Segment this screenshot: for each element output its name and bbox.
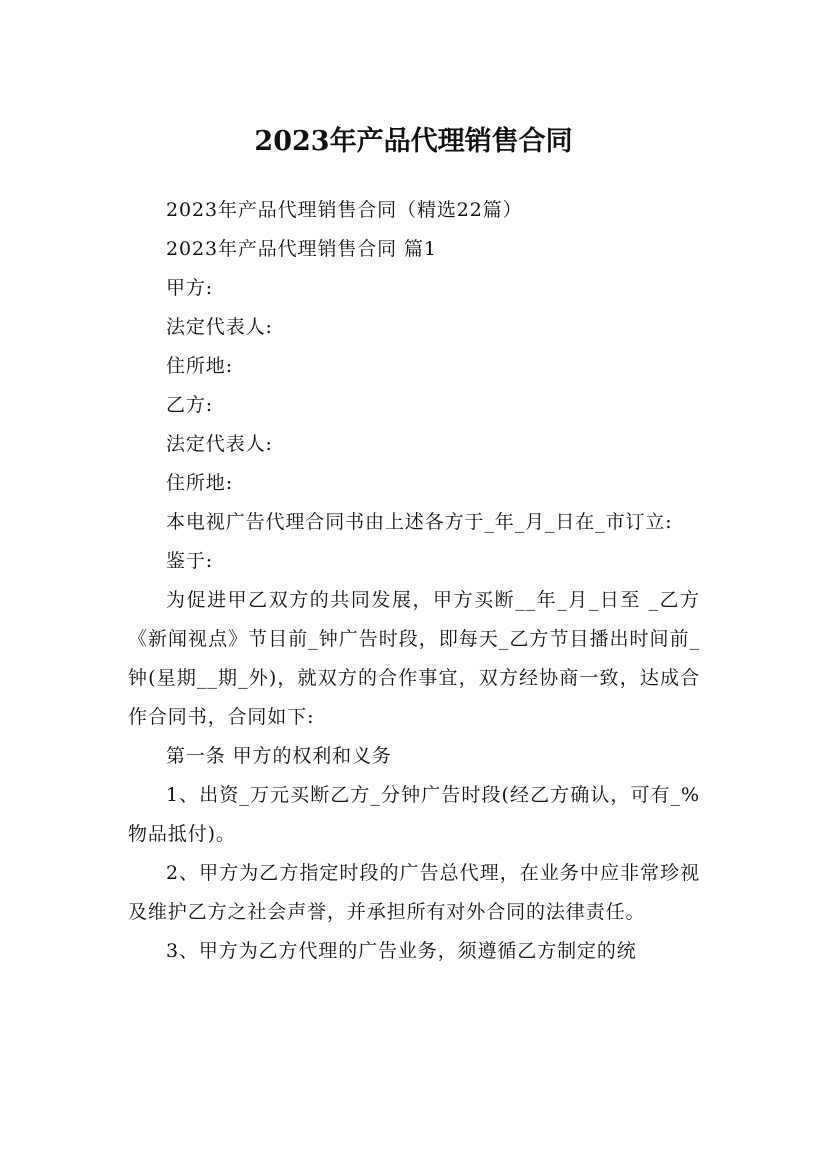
paragraph-party-a: 甲方: bbox=[166, 277, 214, 299]
paragraph-clause-1: 1、出资_万元买断乙方_分钟广告时段(经乙方确认，可有_%物品抵付)。 bbox=[128, 784, 700, 845]
document-body bbox=[128, 191, 700, 971]
paragraph-party-a-address: 住所地: bbox=[166, 355, 234, 377]
paragraph-party-b-representative: 法定代表人: bbox=[166, 433, 273, 455]
paragraph-clause-2: 2、甲方为乙方指定时段的广告总代理，在业务中应非常珍视及维护乙方之社会声誉，并承担所有对外合同的法律责任。 bbox=[128, 862, 700, 923]
paragraph-whereas: 鉴于: bbox=[166, 550, 214, 572]
paragraph-party-a-representative: 法定代表人: bbox=[166, 316, 273, 338]
paragraph-purpose: 为促进甲乙双方的共同发展，甲方买断__年_月_日至 _乙方《新闻视点》节目前_钟广告时段，即每天_乙方节目播出时间前_钟(星期__期_外)，就双方的合作事宜，双方经协商一致，达成合作合同书，合同如下: bbox=[128, 589, 700, 728]
paragraph-subtitle: 2023年产品代理销售合同（精选22篇） bbox=[166, 199, 523, 221]
paragraph-contract-intro: 本电视广告代理合同书由上述各方于_年_月_日在_市订立: bbox=[166, 511, 673, 533]
document-title: 2023年产品代理销售合同 bbox=[254, 126, 573, 158]
paragraph-article-one: 第一条 甲方的权利和义务 bbox=[166, 745, 392, 767]
paragraph-section-heading: 2023年产品代理销售合同 篇1 bbox=[166, 238, 437, 260]
paragraph-clause-3: 3、甲方为乙方代理的广告业务，须遵循乙方制定的统 bbox=[166, 940, 637, 962]
paragraph-party-b-address: 住所地: bbox=[166, 472, 234, 494]
paragraph-party-b: 乙方: bbox=[166, 394, 214, 416]
